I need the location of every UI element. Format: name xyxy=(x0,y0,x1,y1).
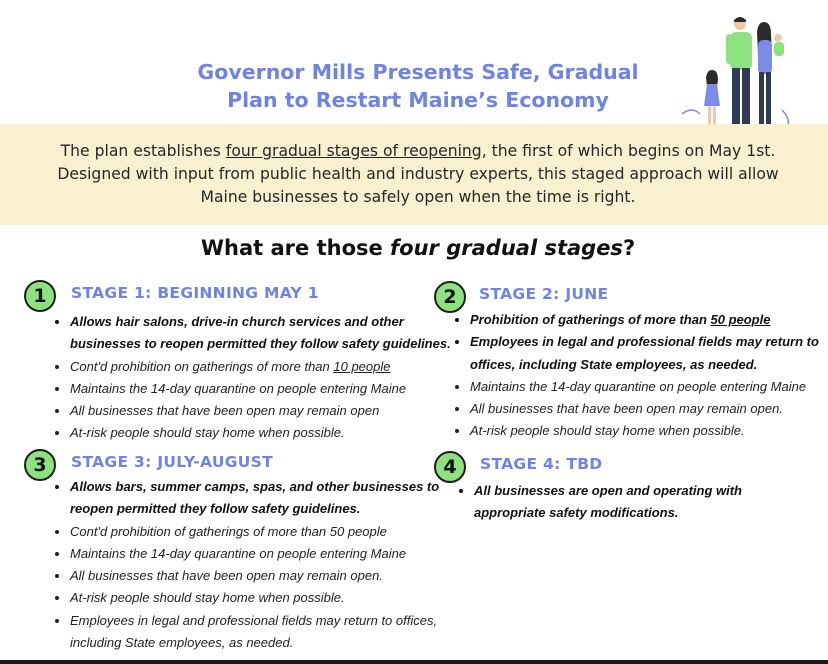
list-item: • Prohibition of gatherings of more than 50 people xyxy=(470,309,828,331)
list-item: • Maintains the 14-day quarantine on people entering Maine xyxy=(470,376,828,398)
stage-2-badge: 2 xyxy=(434,281,466,313)
stage-2-title: STAGE 2: JUNE xyxy=(479,285,609,303)
stage-4-badge: 4 xyxy=(434,451,466,483)
stage-4-list xyxy=(456,480,764,525)
intro-underlined: four gradual stages of reopening xyxy=(225,142,482,160)
title-line-2: Plan to Restart Maine’s Economy xyxy=(227,88,609,112)
stage-3-badge: 3 xyxy=(24,449,56,481)
list-item: • Allows bars, summer camps, spas, and other businesses to reopen permitted they follow safety guidelines. xyxy=(70,476,450,521)
list-item: • All businesses that have been open may remain open. xyxy=(470,398,828,420)
family-illustration xyxy=(678,14,798,142)
stage-3-list xyxy=(52,476,450,654)
list-item: • Employees in legal and professional fields may return to offices, including State employees, as needed. xyxy=(470,331,828,376)
limit-50-people: 50 people xyxy=(710,312,771,327)
list-item: • Maintains the 14-day quarantine on people entering Maine xyxy=(70,543,450,565)
list-item: • Cont'd prohibition of gatherings of more than 50 people xyxy=(70,521,450,543)
subhead-text-before: What are those xyxy=(200,236,391,260)
list-item: • All businesses that have been open may remain open xyxy=(70,400,456,422)
subhead-text-after: ? xyxy=(622,236,636,260)
list-item: • At-risk people should stay home when possible. xyxy=(70,587,450,609)
list-item: • All businesses that have been open may remain open. xyxy=(70,565,450,587)
stage-4-title: STAGE 4: TBD xyxy=(480,455,603,473)
stage-3-title: STAGE 3: JULY-AUGUST xyxy=(71,453,273,471)
subhead-italic: four gradual stages xyxy=(390,236,623,260)
limit-10-people: 10 people xyxy=(333,358,391,374)
list-item: • Allows hair salons, drive-in church services and other businesses to reopen permitted they follow safety guidelines. xyxy=(70,311,456,356)
bottom-rule xyxy=(0,660,828,664)
stage-2-list xyxy=(452,309,828,443)
list-item: • Maintains the 14-day quarantine on people entering Maine xyxy=(70,378,456,400)
stage-1-badge: 1 xyxy=(24,280,56,312)
intro-text-after: , the first of which begins on May 1st. Designed with input from public health and industry experts, this staged approach will allow Maine businesses to safely open when the time is right. xyxy=(57,142,779,206)
title-line-1: Governor Mills Presents Safe, Gradual xyxy=(197,60,639,84)
list-item: • All businesses are open and operating with appropriate safety modifications. xyxy=(474,480,764,525)
list-item: • At-risk people should stay home when possible. xyxy=(70,422,456,444)
section-heading xyxy=(0,236,828,260)
intro-paragraph xyxy=(40,140,796,209)
list-item: • At-risk people should stay home when possible. xyxy=(470,420,828,442)
list-item: • Cont'd prohibition on gatherings of more than 10 people xyxy=(70,356,456,378)
stage-1-list xyxy=(52,311,456,445)
list-item: • Employees in legal and professional fields may return to offices, including State employees, as needed. xyxy=(70,610,450,655)
intro-text-before: The plan establishes xyxy=(60,142,226,160)
stage-1-title: STAGE 1: BEGINNING MAY 1 xyxy=(71,284,319,302)
